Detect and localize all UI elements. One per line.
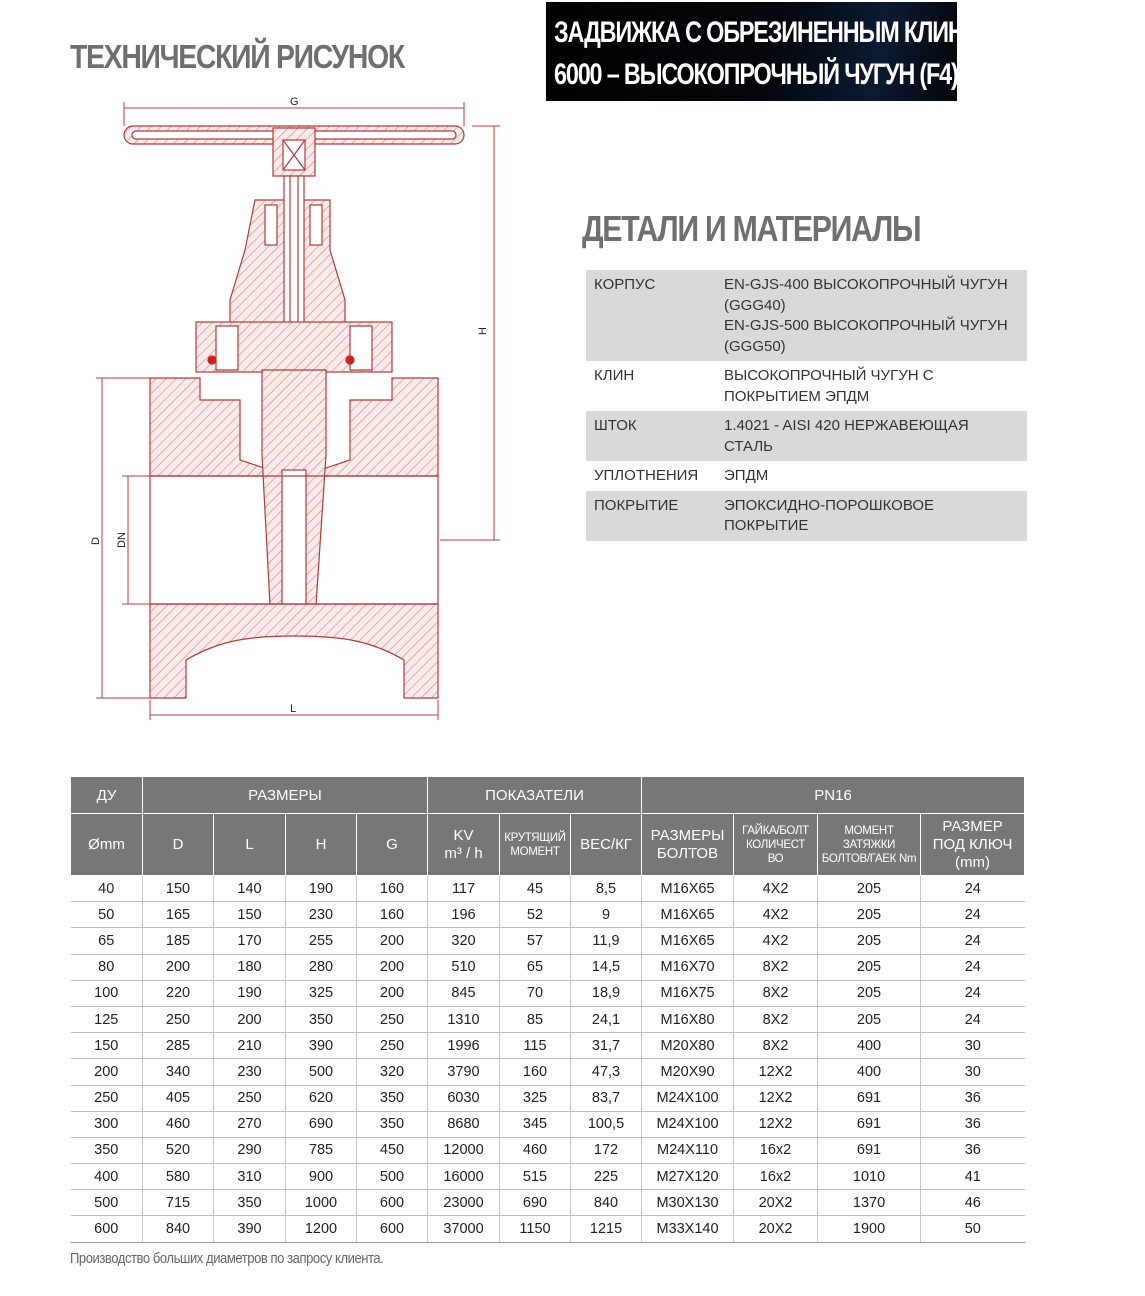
cell-nut-bolt-qty: 16x2 <box>734 1164 818 1190</box>
cell-tightening-torque: 205 <box>818 1006 921 1032</box>
product-title-line-1: ЗАДВИЖКА С ОБРЕЗИНЕННЫМ КЛИНОМ / <box>554 16 1010 49</box>
cell-kv: 37000 <box>428 1216 500 1242</box>
material-part: ШТОК <box>586 411 716 461</box>
material-part: ПОКРЫТИЕ <box>586 491 716 541</box>
cell-h: 900 <box>286 1164 357 1190</box>
cell-torque: 160 <box>500 1059 571 1085</box>
col-torque <box>500 814 571 876</box>
cell-tightening-torque: 1900 <box>818 1216 921 1242</box>
material-part: КОРПУС <box>586 270 716 361</box>
cell-wrench-size: 36 <box>921 1137 1025 1163</box>
cell-d: 285 <box>143 1033 214 1059</box>
cell-torque: 70 <box>500 980 571 1006</box>
cell-g: 250 <box>357 1006 428 1032</box>
cell-h: 785 <box>286 1137 357 1163</box>
cell-l: 140 <box>214 876 286 902</box>
cell-g: 500 <box>357 1164 428 1190</box>
cell-du: 125 <box>71 1006 143 1032</box>
cell-bolt-size: M33X140 <box>642 1216 734 1242</box>
table-row <box>71 1137 1025 1163</box>
dim-label-d: D <box>90 537 102 545</box>
cell-torque: 57 <box>500 928 571 954</box>
col-key-line-2: ПОД КЛЮЧ <box>932 835 1013 853</box>
cell-nut-bolt-qty: 8X2 <box>734 1006 818 1032</box>
cell-wrench-size: 24 <box>921 980 1025 1006</box>
material-part: УПЛОТНЕНИЯ <box>594 467 699 484</box>
material-line: ВЫСОКОПРОЧНЫЙ ЧУГУН С <box>724 367 934 384</box>
dim-label-g: G <box>290 96 299 108</box>
cell-kv: 845 <box>428 980 500 1006</box>
cell-l: 310 <box>214 1164 286 1190</box>
table-row <box>71 1190 1025 1216</box>
specification-rows <box>71 876 1025 1243</box>
cell-weight: 1215 <box>571 1216 642 1242</box>
col-nut-bolt-qty <box>734 814 818 876</box>
cell-tightening-torque: 400 <box>818 1033 921 1059</box>
cell-kv: 3790 <box>428 1059 500 1085</box>
material-desc <box>716 411 1027 461</box>
cell-weight: 31,7 <box>571 1033 642 1059</box>
cell-wrench-size: 24 <box>921 1006 1025 1032</box>
group-metrics: ПОКАЗАТЕЛИ <box>428 777 642 814</box>
cell-bolt-size: M16X65 <box>642 902 734 928</box>
table-row <box>71 1033 1025 1059</box>
cell-kv: 1310 <box>428 1006 500 1032</box>
cell-torque: 85 <box>500 1006 571 1032</box>
cell-bolt-size: M24X100 <box>642 1085 734 1111</box>
cell-kv: 196 <box>428 902 500 928</box>
cell-g: 600 <box>357 1190 428 1216</box>
cell-torque: 1150 <box>500 1216 571 1242</box>
cell-kv: 16000 <box>428 1164 500 1190</box>
cell-nut-bolt-qty: 12X2 <box>734 1059 818 1085</box>
cell-d: 580 <box>143 1164 214 1190</box>
table-row <box>71 1164 1025 1190</box>
col-l: L <box>214 814 286 876</box>
cell-nut-bolt-qty: 16x2 <box>734 1137 818 1163</box>
cell-torque: 52 <box>500 902 571 928</box>
col-wrench-size <box>921 814 1025 876</box>
cell-g: 200 <box>357 980 428 1006</box>
cell-tightening-torque: 205 <box>818 928 921 954</box>
cell-g: 250 <box>357 1033 428 1059</box>
cell-weight: 24,1 <box>571 1006 642 1032</box>
material-line: ПОКРЫТИЕМ ЭПДМ <box>724 387 870 405</box>
cell-weight: 14,5 <box>571 954 642 980</box>
cell-du: 350 <box>71 1137 143 1163</box>
col-h: H <box>286 814 357 876</box>
col-bolt-size <box>642 814 734 876</box>
col-moment-line-3: БОЛТОВ/ГАЕК Nm <box>821 852 917 865</box>
cell-weight: 225 <box>571 1164 642 1190</box>
valve-technical-drawing <box>0 0 540 730</box>
table-row <box>71 954 1025 980</box>
table-row <box>71 928 1025 954</box>
cell-g: 160 <box>357 876 428 902</box>
cell-d: 165 <box>143 902 214 928</box>
materials-row <box>586 461 1027 491</box>
cell-l: 250 <box>214 1085 286 1111</box>
cell-kv: 6030 <box>428 1085 500 1111</box>
col-torque-line-1: КРУТЯЩИЙ <box>504 831 566 844</box>
cell-du: 40 <box>71 876 143 902</box>
cell-weight: 9 <box>571 902 642 928</box>
group-pn16: PN16 <box>642 777 1025 814</box>
dim-label-h: H <box>477 327 489 335</box>
cell-h: 255 <box>286 928 357 954</box>
cell-nut-bolt-qty: 20X2 <box>734 1190 818 1216</box>
cell-nut-bolt-qty: 20X2 <box>734 1216 818 1242</box>
materials-row <box>586 361 1027 411</box>
material-desc <box>716 461 1027 491</box>
cell-h: 1200 <box>286 1216 357 1242</box>
cell-h: 325 <box>286 980 357 1006</box>
cell-l: 180 <box>214 954 286 980</box>
materials-title: ДЕТАЛИ И МАТЕРИАЛЫ <box>582 208 921 249</box>
cell-l: 200 <box>214 1006 286 1032</box>
cell-torque: 45 <box>500 876 571 902</box>
cell-kv: 320 <box>428 928 500 954</box>
cell-bolt-size: M20X80 <box>642 1033 734 1059</box>
cell-h: 1000 <box>286 1190 357 1216</box>
cell-g: 350 <box>357 1111 428 1137</box>
cell-l: 210 <box>214 1033 286 1059</box>
material-line: EN-GJS-500 ВЫСОКОПРОЧНЫЙ ЧУГУН <box>724 317 1008 334</box>
col-d: D <box>143 814 214 876</box>
cell-wrench-size: 24 <box>921 928 1025 954</box>
table-row <box>71 1085 1025 1111</box>
cell-wrench-size: 24 <box>921 876 1025 902</box>
cell-d: 520 <box>143 1137 214 1163</box>
col-torque-line-2: МОМЕНТ <box>510 845 560 858</box>
cell-du: 500 <box>71 1190 143 1216</box>
footnote: Производство больших диаметров по запросу клиента. <box>70 1251 384 1267</box>
cell-bolt-size: M20X90 <box>642 1059 734 1085</box>
cell-wrench-size: 50 <box>921 1216 1025 1242</box>
cell-tightening-torque: 400 <box>818 1059 921 1085</box>
material-line: ЭПДМ <box>724 467 769 484</box>
body-lower <box>150 604 438 698</box>
col-nut-line-2: КОЛИЧЕСТ <box>745 838 806 851</box>
material-line: (GGG50) <box>724 337 786 355</box>
cell-torque: 115 <box>500 1033 571 1059</box>
cell-d: 200 <box>143 954 214 980</box>
material-desc <box>716 270 1027 361</box>
cell-d: 150 <box>143 876 214 902</box>
dim-label-dn: DN <box>116 532 128 548</box>
cell-kv: 12000 <box>428 1137 500 1163</box>
cell-tightening-torque: 205 <box>818 954 921 980</box>
cell-weight: 18,9 <box>571 980 642 1006</box>
cell-d: 715 <box>143 1190 214 1216</box>
cell-bolt-size: M16X65 <box>642 928 734 954</box>
cell-g: 350 <box>357 1085 428 1111</box>
cell-d: 340 <box>143 1059 214 1085</box>
cell-tightening-torque: 1370 <box>818 1190 921 1216</box>
cell-h: 190 <box>286 876 357 902</box>
cell-weight: 840 <box>571 1190 642 1216</box>
cell-kv: 23000 <box>428 1190 500 1216</box>
cell-du: 50 <box>71 902 143 928</box>
cell-du: 200 <box>71 1059 143 1085</box>
cell-weight: 100,5 <box>571 1111 642 1137</box>
col-tightening-torque <box>818 814 921 876</box>
cell-du: 250 <box>71 1085 143 1111</box>
material-desc <box>716 361 1027 411</box>
dim-label-l: L <box>290 703 297 715</box>
material-line: (GGG40) <box>724 296 786 314</box>
cell-nut-bolt-qty: 4X2 <box>734 902 818 928</box>
cell-tightening-torque: 691 <box>818 1137 921 1163</box>
cell-kv: 117 <box>428 876 500 902</box>
cell-bolt-size: M24X100 <box>642 1111 734 1137</box>
cell-weight: 172 <box>571 1137 642 1163</box>
cell-d: 460 <box>143 1111 214 1137</box>
cell-kv: 510 <box>428 954 500 980</box>
cell-tightening-torque: 1010 <box>818 1164 921 1190</box>
cell-d: 250 <box>143 1006 214 1032</box>
cell-wrench-size: 41 <box>921 1164 1025 1190</box>
material-line: EN-GJS-400 ВЫСОКОПРОЧНЫЙ ЧУГУН <box>724 276 1008 293</box>
cell-h: 230 <box>286 902 357 928</box>
cell-h: 620 <box>286 1085 357 1111</box>
cell-wrench-size: 24 <box>921 902 1025 928</box>
cell-du: 80 <box>71 954 143 980</box>
material-line: ЭПОКСИДНО-ПОРОШКОВОЕ ПОКРЫТИЕ <box>724 496 935 534</box>
table-row <box>71 876 1025 902</box>
col-nut-line-3: ВО <box>767 852 784 865</box>
cell-g: 450 <box>357 1137 428 1163</box>
cell-wrench-size: 30 <box>921 1033 1025 1059</box>
cell-torque: 325 <box>500 1085 571 1111</box>
cell-weight: 83,7 <box>571 1085 642 1111</box>
cell-torque: 690 <box>500 1190 571 1216</box>
cell-l: 170 <box>214 928 286 954</box>
cell-du: 300 <box>71 1111 143 1137</box>
drawing-title: ТЕХНИЧЕСКИЙ РИСУНОК <box>70 38 404 75</box>
table-row <box>71 1006 1025 1032</box>
cell-weight: 47,3 <box>571 1059 642 1085</box>
col-moment-line-1: МОМЕНТ <box>844 824 894 837</box>
col-moment-line-2: ЗАТЯЖКИ <box>842 838 896 851</box>
col-weight: ВЕС/КГ <box>571 814 642 876</box>
cell-du: 400 <box>71 1164 143 1190</box>
cell-weight: 11,9 <box>571 928 642 954</box>
cell-wrench-size: 46 <box>921 1190 1025 1216</box>
cell-torque: 345 <box>500 1111 571 1137</box>
cell-weight: 8,5 <box>571 876 642 902</box>
materials-row <box>586 491 1027 541</box>
cell-nut-bolt-qty: 4X2 <box>734 876 818 902</box>
col-kv-line-1: KV <box>453 826 474 844</box>
col-bolt-size-line-1: РАЗМЕРЫ <box>650 826 725 844</box>
cell-nut-bolt-qty: 12X2 <box>734 1085 818 1111</box>
materials-row <box>586 270 1027 361</box>
group-du: ДУ <box>71 777 143 814</box>
cell-wrench-size: 36 <box>921 1111 1025 1137</box>
group-sizes: РАЗМЕРЫ <box>143 777 428 814</box>
cell-g: 160 <box>357 902 428 928</box>
cell-du: 600 <box>71 1216 143 1242</box>
cell-g: 600 <box>357 1216 428 1242</box>
cell-l: 350 <box>214 1190 286 1216</box>
product-header <box>546 2 1010 101</box>
col-nut-line-1: ГАЙКА/БОЛТ <box>742 824 809 837</box>
cell-wrench-size: 36 <box>921 1085 1025 1111</box>
cell-nut-bolt-qty: 8X2 <box>734 954 818 980</box>
cell-d: 840 <box>143 1216 214 1242</box>
col-bolt-size-line-2: БОЛТОВ <box>656 844 719 862</box>
cell-du: 65 <box>71 928 143 954</box>
material-line: 1.4021 - AISI 420 НЕРЖАВЕЮЩАЯ СТАЛЬ <box>724 417 969 455</box>
materials-table <box>586 270 1027 541</box>
cell-l: 190 <box>214 980 286 1006</box>
col-dmm: Ømm <box>71 814 143 876</box>
cell-du: 150 <box>71 1033 143 1059</box>
cell-tightening-torque: 205 <box>818 980 921 1006</box>
table-row <box>71 1059 1025 1085</box>
cell-g: 200 <box>357 928 428 954</box>
cell-nut-bolt-qty: 8X2 <box>734 1033 818 1059</box>
cell-h: 390 <box>286 1033 357 1059</box>
cell-h: 690 <box>286 1111 357 1137</box>
table-row <box>71 980 1025 1006</box>
cell-d: 405 <box>143 1085 214 1111</box>
cell-l: 230 <box>214 1059 286 1085</box>
cell-l: 390 <box>214 1216 286 1242</box>
cell-wrench-size: 30 <box>921 1059 1025 1085</box>
col-g: G <box>357 814 428 876</box>
cell-torque: 65 <box>500 954 571 980</box>
material-desc <box>716 491 1027 541</box>
material-part: КЛИН <box>594 367 635 384</box>
cell-tightening-torque: 691 <box>818 1085 921 1111</box>
cell-nut-bolt-qty: 12X2 <box>734 1111 818 1137</box>
cell-bolt-size: M16X80 <box>642 1006 734 1032</box>
cell-wrench-size: 24 <box>921 954 1025 980</box>
cell-nut-bolt-qty: 4X2 <box>734 928 818 954</box>
col-kv-line-2: m³ / h <box>444 844 483 862</box>
cell-bolt-size: M16X65 <box>642 876 734 902</box>
cell-torque: 460 <box>500 1137 571 1163</box>
cell-d: 185 <box>143 928 214 954</box>
table-row <box>71 902 1025 928</box>
cell-tightening-torque: 205 <box>818 902 921 928</box>
materials-row <box>586 411 1027 461</box>
table-row <box>71 1216 1025 1242</box>
cell-tightening-torque: 691 <box>818 1111 921 1137</box>
cell-g: 200 <box>357 954 428 980</box>
cell-bolt-size: M16X70 <box>642 954 734 980</box>
col-key-line-1: РАЗМЕР <box>942 817 1003 835</box>
body-right-upper <box>320 378 438 476</box>
cell-kv: 8680 <box>428 1111 500 1137</box>
cell-l: 290 <box>214 1137 286 1163</box>
cell-kv: 1996 <box>428 1033 500 1059</box>
cell-bolt-size: M27X120 <box>642 1164 734 1190</box>
cell-l: 150 <box>214 902 286 928</box>
cell-du: 100 <box>71 980 143 1006</box>
body-left-upper <box>150 378 270 476</box>
cell-torque: 515 <box>500 1164 571 1190</box>
cell-nut-bolt-qty: 8X2 <box>734 980 818 1006</box>
product-title-line-2: 6000 – ВЫСОКОПРОЧНЫЙ ЧУГУН (F4) <box>554 58 958 91</box>
cell-bolt-size: M30X130 <box>642 1190 734 1216</box>
col-key-line-3: (mm) <box>955 853 991 871</box>
specification-table <box>70 776 1025 1243</box>
cell-l: 270 <box>214 1111 286 1137</box>
table-row <box>71 1111 1025 1137</box>
cell-bolt-size: M16X75 <box>642 980 734 1006</box>
cell-h: 280 <box>286 954 357 980</box>
cell-h: 500 <box>286 1059 357 1085</box>
cell-bolt-size: M24X110 <box>642 1137 734 1163</box>
cell-g: 320 <box>357 1059 428 1085</box>
col-kv <box>428 814 500 876</box>
cell-d: 220 <box>143 980 214 1006</box>
cell-tightening-torque: 205 <box>818 876 921 902</box>
cell-h: 350 <box>286 1006 357 1032</box>
